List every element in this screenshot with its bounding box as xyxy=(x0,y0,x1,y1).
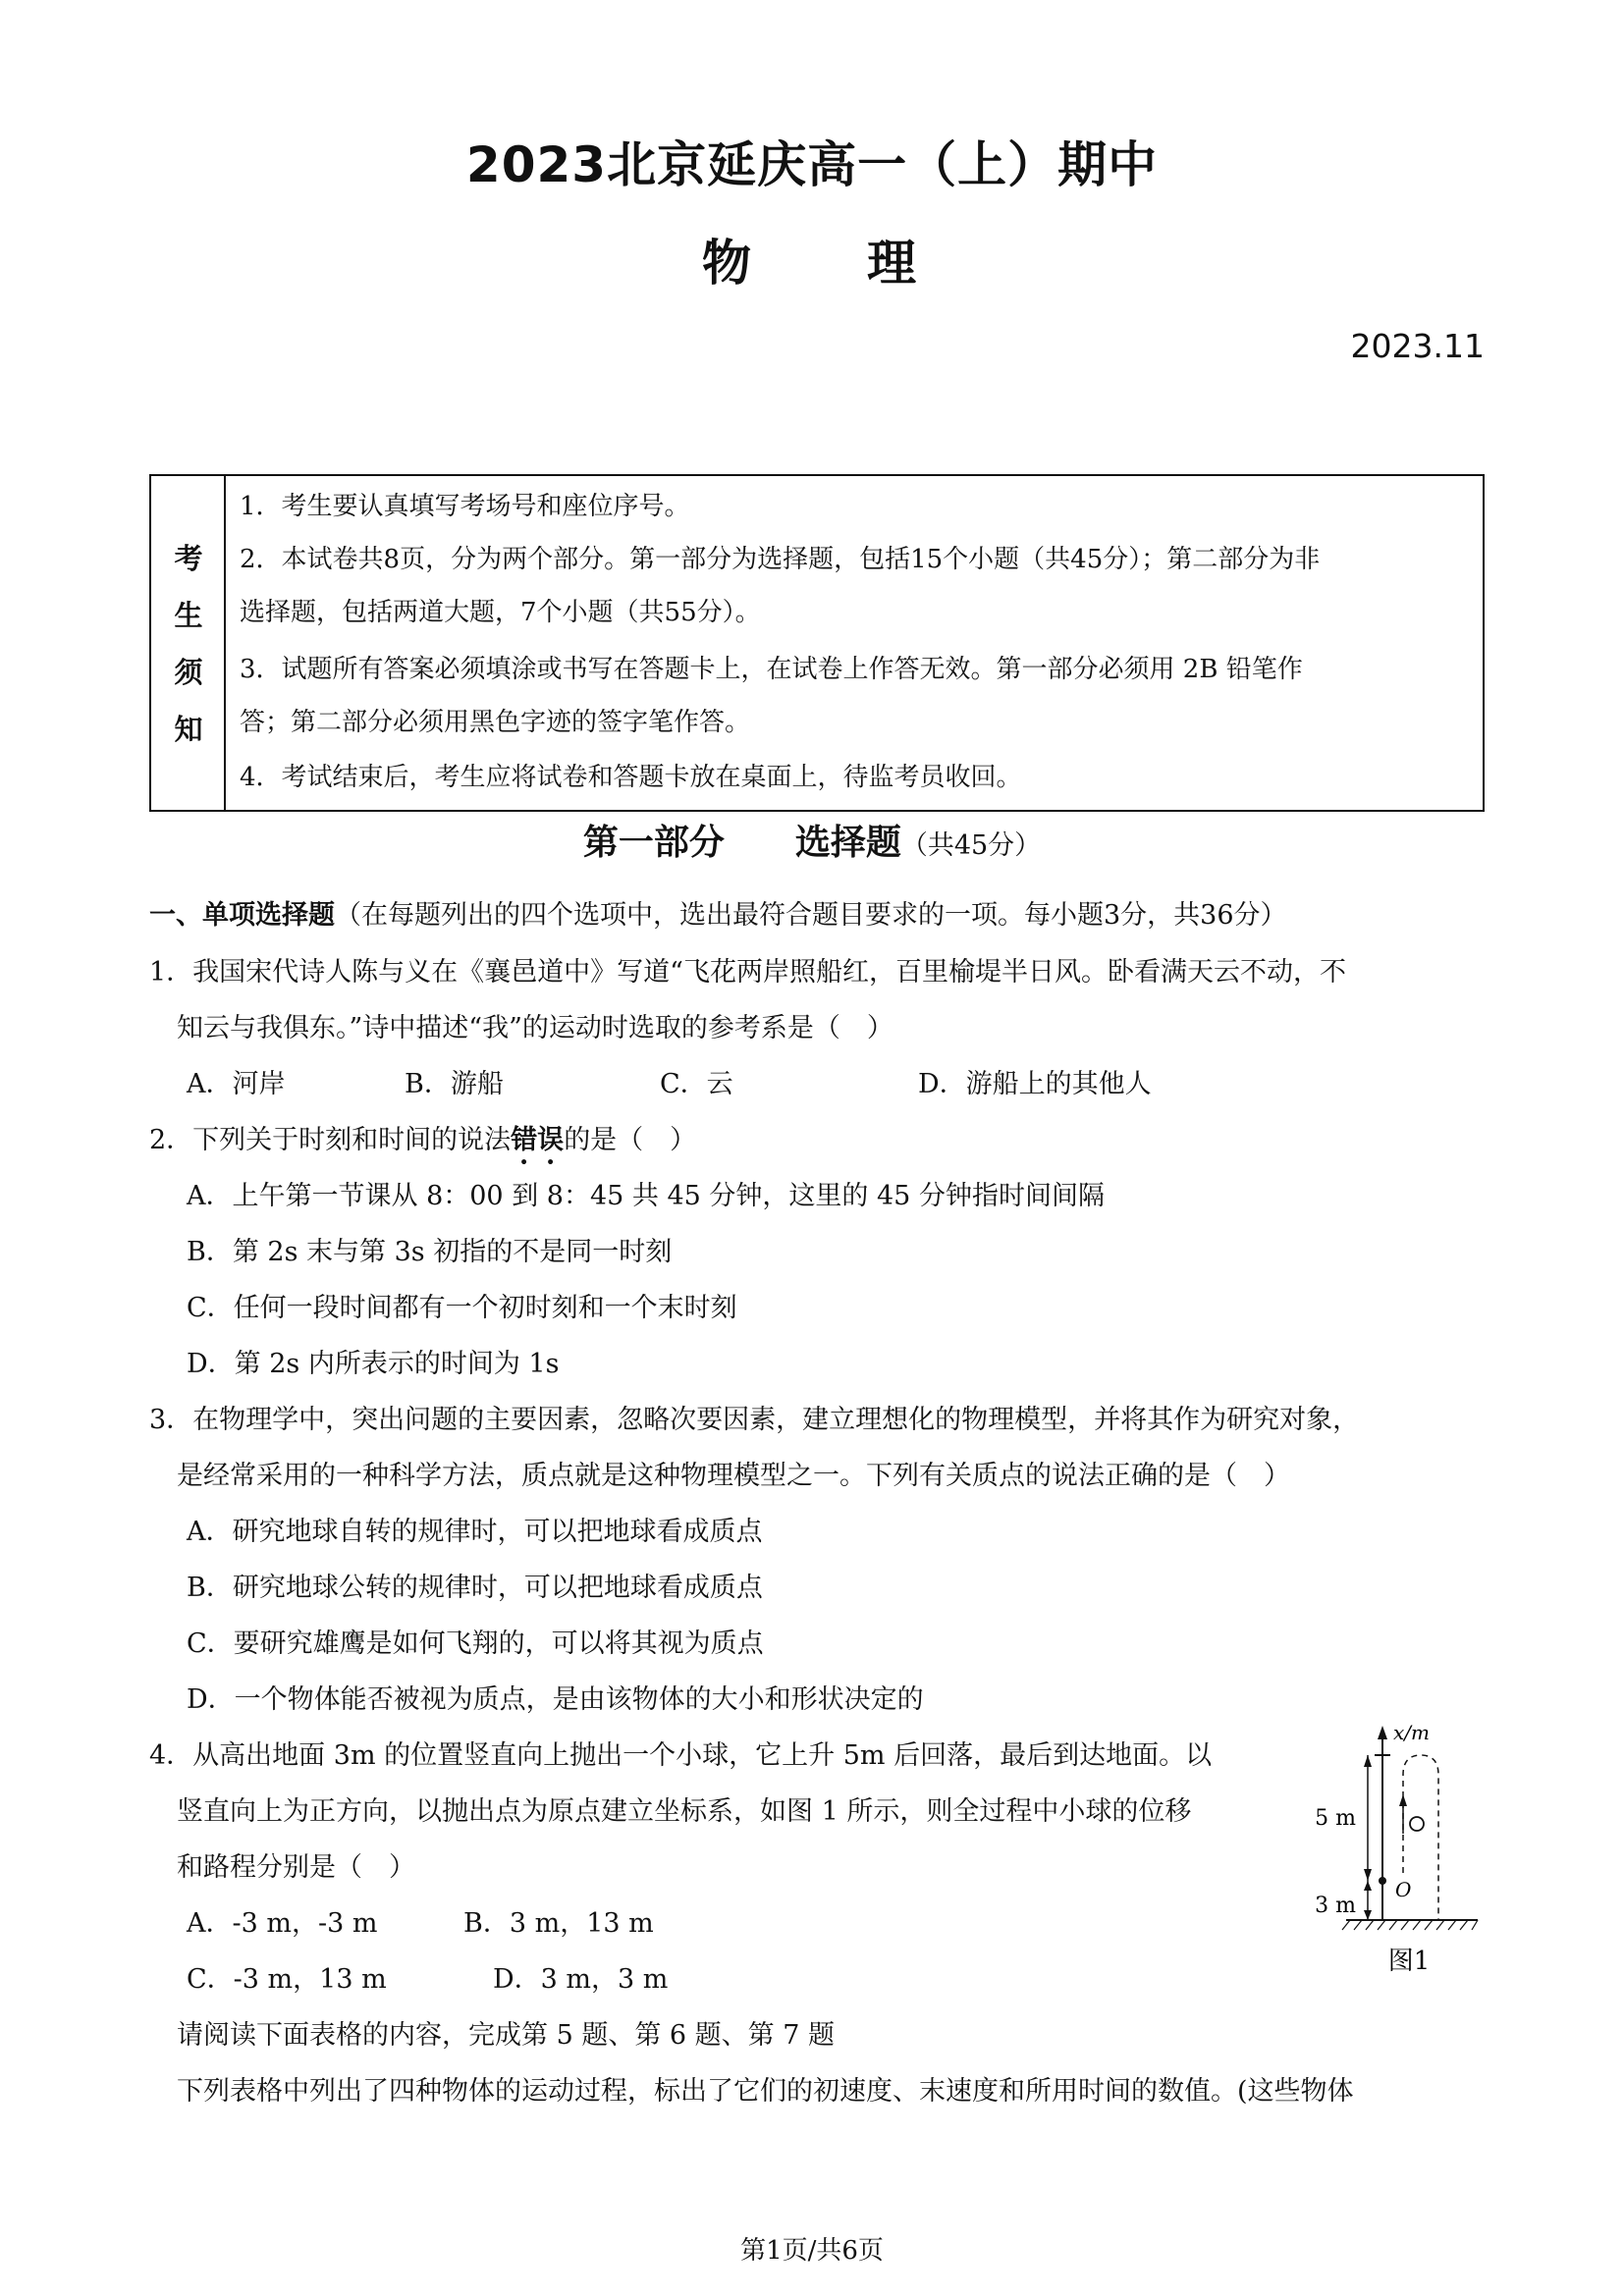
q2-option: B．第 2s 末与第 3s 初指的不是同一时刻 xyxy=(187,1237,673,1267)
reading-line: 请阅读下面表格的内容，完成第 5 题、第 6 题、第 7 题 xyxy=(177,2020,836,2051)
q2-option: C．任何一段时间都有一个初时刻和一个末时刻 xyxy=(187,1293,737,1323)
ball xyxy=(1410,1817,1424,1831)
q4-line: 和路程分别是（ ） xyxy=(177,1852,415,1883)
q3-option: B．研究地球公转的规律时，可以把地球看成质点 xyxy=(187,1573,763,1603)
section1-desc: （在每题列出的四个选项中，选出最符合题目要求的一项。每小题3分，共36分） xyxy=(335,900,1287,931)
section1-heading xyxy=(149,893,1287,932)
q4-line: 4．从高出地面 3m 的位置竖直向上抛出一个小球，它上升 5m 后回落，最后到达地面。以 xyxy=(149,1740,1213,1771)
origin-label: O xyxy=(1395,1878,1412,1901)
axis-arrow-icon xyxy=(1378,1726,1387,1739)
q2-stem xyxy=(149,1118,696,1171)
q1-option: A．河岸 xyxy=(187,1069,286,1099)
label-3m: 3 m xyxy=(1315,1894,1356,1918)
q1-option: D．游船上的其他人 xyxy=(918,1069,1152,1099)
notice-line: 选择题，包括两道大题，7个小题（共55分）。 xyxy=(240,598,761,627)
q4-option: D．3 m，3 m xyxy=(493,1964,669,1995)
notice-label-char: 考 xyxy=(174,542,203,575)
notice-label-char: 知 xyxy=(174,713,203,746)
q3-option: C．要研究雄鹰是如何飞翔的，可以将其视为质点 xyxy=(187,1629,764,1659)
notice-box xyxy=(149,474,1485,812)
origin-point xyxy=(1379,1877,1386,1885)
q3-option: D．一个物体能否被视为质点，是由该物体的大小和形状决定的 xyxy=(187,1684,924,1715)
q1-option: B．游船 xyxy=(405,1069,504,1099)
axis-label: x/m xyxy=(1393,1721,1430,1744)
q2-stem-post: 的是（ ） xyxy=(564,1125,697,1155)
reading-line: 下列表格中列出了四种物体的运动过程，标出了它们的初速度、末速度和所用时间的数值。(这些物体 xyxy=(177,2076,1354,2107)
q1-line: 1．我国宋代诗人陈与义在《襄邑道中》写道“飞花两岸照船红，百里榆堤半日风。卧看满天云不动，不 xyxy=(149,957,1346,988)
q4-option: A．-3 m，-3 m xyxy=(187,1908,378,1939)
figure-1 xyxy=(1311,1716,1488,1991)
q2-option: A．上午第一节课从 8：00 到 8：45 共 45 分钟，这里的 45 分钟指时间间隔 xyxy=(187,1181,1105,1211)
q2-stem-emphasis: 错误 xyxy=(511,1125,565,1155)
notice-label xyxy=(151,476,226,810)
q1-line: 知云与我俱东。”诗中描述“我”的运动时选取的参考系是（ ） xyxy=(177,1013,893,1043)
part1-title: 第一部分 选择题 xyxy=(582,823,901,863)
notice-line: 2．本试卷共8页，分为两个部分。第一部分为选择题，包括15个小题（共45分）；第二部分为非 xyxy=(240,545,1321,574)
part1-score: （共45分） xyxy=(900,830,1042,861)
q1-option: C．云 xyxy=(660,1069,733,1099)
subject-title: 物 理 xyxy=(702,235,922,292)
exam-date: 2023.11 xyxy=(1350,327,1485,365)
arrow-up-icon xyxy=(1399,1794,1407,1806)
notice-label-char: 生 xyxy=(174,599,203,632)
q2-stem-pre: 2．下列关于时刻和时间的说法 xyxy=(149,1125,512,1155)
q3-line: 是经常采用的一种科学方法，质点就是这种物理模型之一。下列有关质点的说法正确的是（ ） xyxy=(177,1461,1290,1491)
q2-option: D．第 2s 内所表示的时间为 1s xyxy=(187,1349,560,1379)
figure-caption: 图1 xyxy=(1387,1947,1431,1976)
section1-title: 一、单项选择题 xyxy=(149,900,335,931)
part1-heading xyxy=(0,815,1624,865)
q4-option: B．3 m，13 m xyxy=(463,1908,654,1939)
q3-option: A．研究地球自转的规律时，可以把地球看成质点 xyxy=(187,1517,763,1547)
q4-line: 竖直向上为正方向，以抛出点为原点建立坐标系，如图 1 所示，则全过程中小球的位移 xyxy=(177,1796,1192,1827)
notice-line: 3．试题所有答案必须填涂或书写在答题卡上，在试卷上作答无效。第一部分必须用 2B 铅笔作 xyxy=(240,655,1303,684)
label-5m: 5 m xyxy=(1315,1806,1356,1831)
page-number: 第1页/共6页 xyxy=(740,2236,884,2266)
ground-hatch xyxy=(1342,1920,1478,1930)
notice-line: 答；第二部分必须用黑色字迹的签字笔作答。 xyxy=(240,708,751,737)
q3-line: 3．在物理学中，突出问题的主要因素，忽略次要因素，建立理想化的物理模型，并将其作为研究对象， xyxy=(149,1405,1360,1435)
q4-option: C．-3 m，13 m xyxy=(187,1964,387,1995)
notice-label-char: 须 xyxy=(174,656,203,689)
notice-line: 1．考生要认真填写考场号和座位序号。 xyxy=(240,492,690,521)
exam-title: 2023北京延庆高一（上）期中 xyxy=(465,136,1159,193)
notice-line: 4．考试结束后，考生应将试卷和答题卡放在桌面上，待监考员收回。 xyxy=(240,763,1022,792)
